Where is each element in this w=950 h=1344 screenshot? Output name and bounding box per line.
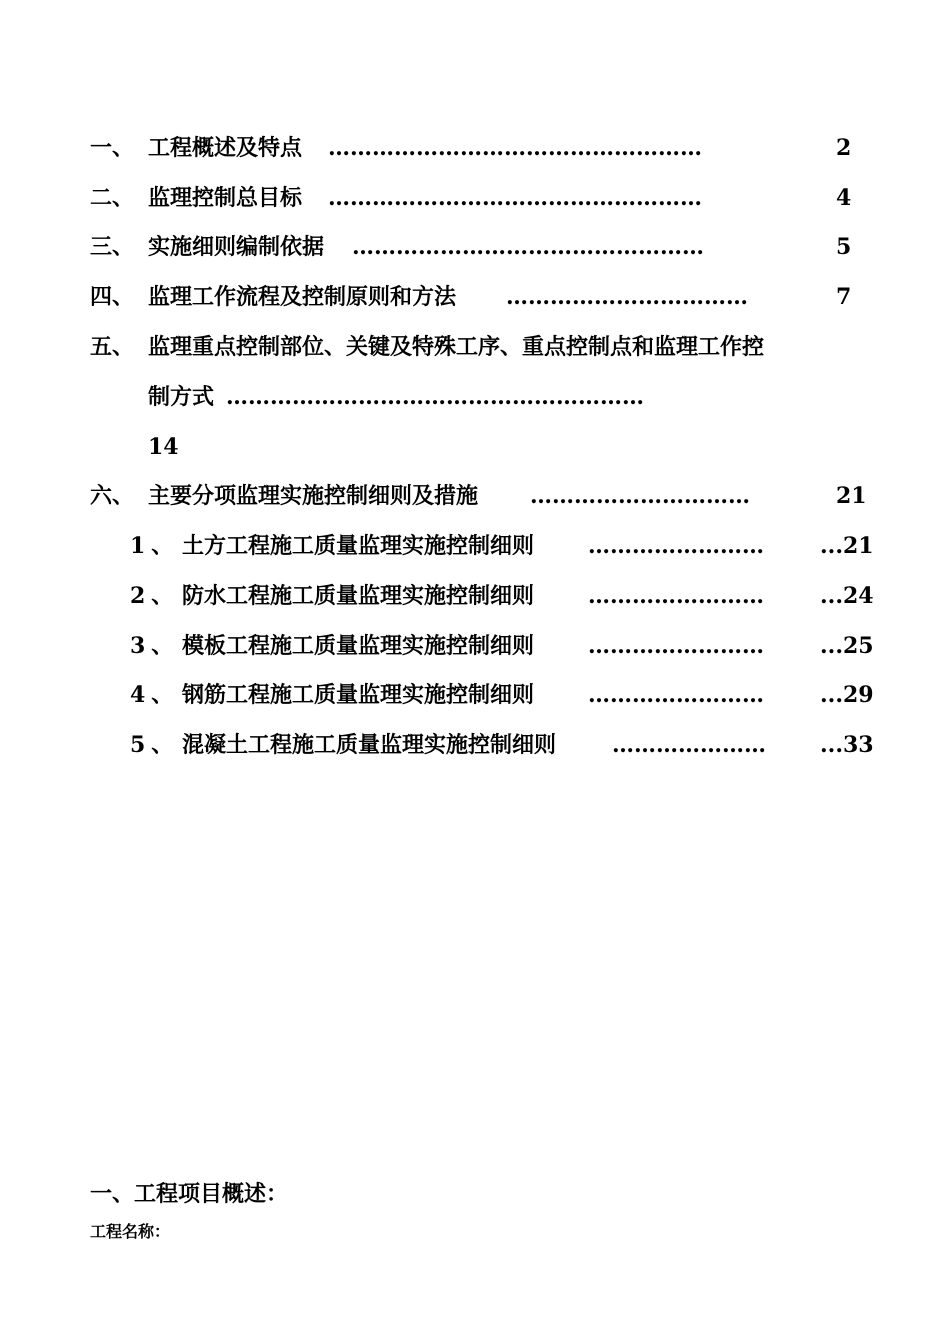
toc-entry-number: 二、 <box>90 185 135 211</box>
toc-sub-entry-title: 土方工程施工质量监理实施控制细则 <box>182 533 535 559</box>
toc-entry-title: 工程概述及特点 <box>148 135 303 161</box>
toc-sub-entry-title: 防水工程施工质量监理实施控制细则 <box>182 583 535 609</box>
toc-entry-title-continued: 制方式 <box>148 384 215 410</box>
toc-sub-entry-number: 1、 <box>130 533 180 559</box>
toc-sub-entry-page: ...33 <box>820 732 874 758</box>
toc-leader-dots: …………………………… <box>506 284 748 310</box>
toc-entry-number: 六、 <box>90 483 135 509</box>
toc-sub-entry-title: 钢筋工程施工质量监理实施控制细则 <box>182 682 535 708</box>
toc-entry-title: 主要分项监理实施控制细则及措施 <box>148 483 479 509</box>
project-name-label: 工程名称： <box>90 1222 171 1241</box>
toc-sub-entry-title: 模板工程施工质量监理实施控制细则 <box>182 633 535 659</box>
toc-sub-entry-number: 5、 <box>130 732 180 758</box>
toc-leader-dots: ………………………………………………… <box>226 384 644 410</box>
toc-entry-page: 4 <box>836 185 852 211</box>
toc-entry-number: 三、 <box>90 234 135 260</box>
toc-entry-title: 实施细则编制依据 <box>148 234 325 260</box>
toc-entry-page: 21 <box>836 483 867 509</box>
toc-leader-dots: ………………………… <box>530 483 750 509</box>
toc-entry-page: 7 <box>836 284 852 310</box>
toc-leader-dots: ………………… <box>612 732 766 758</box>
toc-leader-dots: …………………… <box>588 533 764 559</box>
toc-leader-dots: …………………………………………… <box>328 185 702 211</box>
toc-sub-entry-page: ...24 <box>820 583 874 609</box>
toc-leader-dots: …………………… <box>588 682 764 708</box>
toc-entry-number: 五、 <box>90 334 135 360</box>
toc-leader-dots: …………………… <box>588 633 764 659</box>
toc-leader-dots: …………………………………………… <box>328 135 702 161</box>
toc-leader-dots: …………………… <box>588 583 764 609</box>
toc-sub-entry-number: 3、 <box>130 633 180 659</box>
toc-entry-title: 监理工作流程及控制原则和方法 <box>148 284 457 310</box>
toc-entry-page: 14 <box>148 434 179 460</box>
toc-entry-title: 监理控制总目标 <box>148 185 303 211</box>
toc-entry-page: 5 <box>836 234 852 260</box>
toc-entry-number: 四、 <box>90 284 135 310</box>
toc-sub-entry-page: ...29 <box>820 682 874 708</box>
toc-sub-entry-title: 混凝土工程施工质量监理实施控制细则 <box>182 732 557 758</box>
toc-entry-number: 一、 <box>90 135 135 161</box>
section-heading: 一、工程项目概述： <box>90 1181 289 1207</box>
toc-sub-entry-number: 2、 <box>130 583 180 609</box>
toc-entry-title: 监理重点控制部位、关键及特殊工序、重点控制点和监理工作控 <box>148 334 765 360</box>
toc-sub-entry-page: ...25 <box>820 633 874 659</box>
toc-leader-dots: ………………………………………… <box>352 234 704 260</box>
toc-sub-entry-page: ...21 <box>820 533 874 559</box>
toc-sub-entry-number: 4、 <box>130 682 180 708</box>
toc-entry-page: 2 <box>836 135 852 161</box>
